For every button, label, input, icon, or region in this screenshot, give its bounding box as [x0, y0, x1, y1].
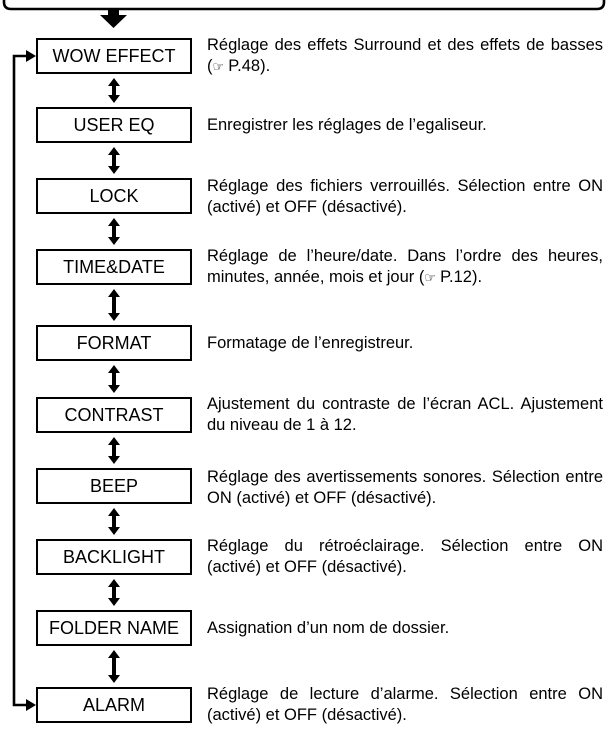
- double-arrow-icon: [108, 218, 120, 245]
- menu-item-beep: BEEP: [36, 468, 192, 504]
- double-arrow-icon: [108, 78, 120, 103]
- double-arrow-icon: [108, 365, 120, 393]
- description-text: Réglage de lecture d’alarme. Sélection entre ON (activé) et OFF (désactivé).: [207, 685, 603, 724]
- description-text: Réglage des avertissements sonores. Sélection entre ON (activé) et OFF (désactivé).: [207, 468, 603, 507]
- menu-item-time-date: TIME&DATE: [36, 249, 192, 285]
- description-text: Formatage de l’enregistreur.: [207, 333, 414, 352]
- menu-item-description: [207, 174, 603, 220]
- double-arrow-icon: [108, 579, 120, 606]
- menu-item-description: [207, 244, 603, 290]
- menu-item-description: [207, 534, 603, 580]
- description-text: Réglage des fichiers verrouillés. Sélection entre ON (activé) et OFF (désactivé).: [207, 177, 603, 216]
- menu-item-description: [207, 33, 603, 79]
- hand-pointer-icon: ☞: [212, 59, 229, 75]
- description-suffix: ).: [471, 267, 483, 286]
- menu-item-description: [207, 682, 603, 728]
- description-text: Réglage des effets Surround et des effets de basses (: [207, 35, 603, 75]
- hand-pointer-icon: ☞: [424, 270, 441, 286]
- description-text: Assignation d’un nom de dossier.: [207, 618, 450, 637]
- loop-arrow-icon: [14, 50, 36, 711]
- double-arrow-icon: [108, 508, 120, 535]
- top-frame-line: [4, 0, 604, 9]
- page-reference: P.48: [228, 56, 261, 75]
- menu-item-format: FORMAT: [36, 325, 192, 361]
- menu-item-description: [207, 329, 603, 357]
- description-text: Enregistrer les réglages de l’egaliseur.: [207, 115, 487, 134]
- double-arrow-icon: [108, 437, 120, 464]
- menu-item-description: [207, 614, 603, 642]
- description-suffix: ).: [260, 56, 271, 75]
- menu-item-contrast: CONTRAST: [36, 397, 192, 433]
- description-text: Réglage du rétroéclairage. Sélection entre ON (activé) et OFF (désactivé).: [207, 537, 603, 576]
- double-arrow-icon: [108, 650, 120, 683]
- menu-item-lock: LOCK: [36, 178, 192, 214]
- menu-item-description: [207, 111, 603, 139]
- double-arrow-icon: [108, 289, 120, 321]
- menu-item-wow-effect: WOW EFFECT: [36, 38, 192, 74]
- description-text: Réglage de l’heure/date. Dans l’ordre des heures, minutes, année, mois et jour (: [207, 246, 603, 286]
- down-arrow-icon: [100, 9, 127, 28]
- menu-item-user-eq: USER EQ: [36, 107, 192, 143]
- menu-item-description: [207, 392, 603, 438]
- menu-item-folder-name: FOLDER NAME: [36, 610, 192, 646]
- menu-item-alarm: ALARM: [36, 687, 192, 723]
- double-arrow-icon: [108, 147, 120, 174]
- menu-item-description: [207, 456, 603, 520]
- page-reference: P.12: [440, 267, 472, 286]
- menu-item-backlight: BACKLIGHT: [36, 539, 192, 575]
- description-text: Ajustement du contraste de l’écran ACL. Ajustement du niveau de 1 à 12.: [207, 395, 603, 434]
